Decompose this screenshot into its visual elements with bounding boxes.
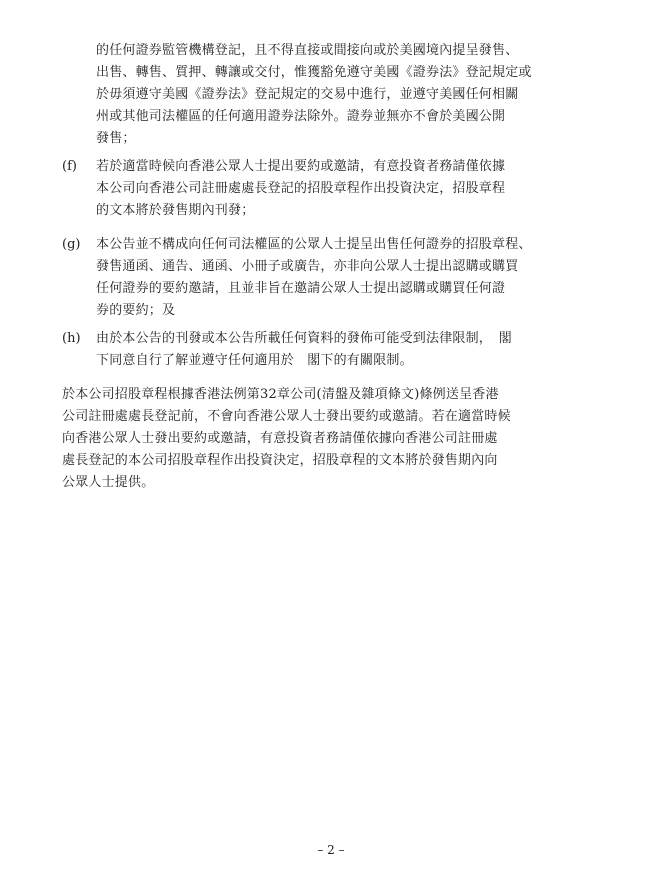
paragraph-line: 券的要約；及 [96,303,176,318]
paragraph-line: 公司註冊處處長登記前，不會向香港公眾人士發出要約或邀請。若在適當時候 [62,409,511,424]
paragraph-line: 州或其他司法權區的任何適用證券法除外。證券並無亦不會於美國公開 [96,109,506,124]
paragraph-line: 的文本將於發售期內刊發； [96,203,255,218]
paragraph-line: 任何證券的要約邀請，且並非旨在邀請公眾人士提出認購或購買任何證 [96,281,506,296]
paragraph-line: 公眾人士提供。 [62,475,155,490]
list-item-marker: (g) [62,237,81,252]
paragraph-line: 的任何證券監管機構登記，且不得直接或間接向或於美國境內提呈發售、 [96,43,519,58]
paragraph-line: 於本公司招股章程根據香港法例第32章公司(清盤及雜項條文)條例送呈香港 [62,387,499,402]
paragraph-line: 於毋須遵守美國《證券法》登記規定的交易中進行，並遵守美國任何相關 [96,87,519,102]
list-item-marker: (h) [62,331,81,346]
list-item-marker: (f) [62,159,77,174]
paragraph-line: 向香港公眾人士發出要約或邀請，有意投資者務請僅依據向香港公司註冊處 [62,431,498,446]
paragraph-line: 下同意自行了解並遵守任何適用於 閣下的有關限制。 [96,353,413,368]
paragraph-line: 由於本公告的刊發或本公告所載任何資料的發佈可能受到法律限制， 閣 [96,331,512,346]
paragraph-line: 出售、轉售、質押、轉讓或交付，惟獲豁免遵守美國《證券法》登記規定或 [96,65,532,80]
paragraph-line: 發售通函、通告、通函、小冊子或廣告，亦非向公眾人士提出認購或購買 [96,259,519,274]
paragraph-line: 發售； [96,131,136,146]
paragraph-line: 若於適當時候向香港公眾人士提出要約或邀請，有意投資者務請僅依據 [96,159,506,174]
paragraph-line: 處長登記的本公司招股章程作出投資決定，招股章程的文本將於發售期內向 [62,453,498,468]
paragraph-line: 本公司向香港公司註冊處處長登記的招股章程作出投資決定，招股章程 [96,181,506,196]
paragraph-line: 本公告並不構成向任何司法權區的公眾人士提呈出售任何證券的招股章程、 [96,237,532,252]
page-number: – 2 – [317,843,345,857]
